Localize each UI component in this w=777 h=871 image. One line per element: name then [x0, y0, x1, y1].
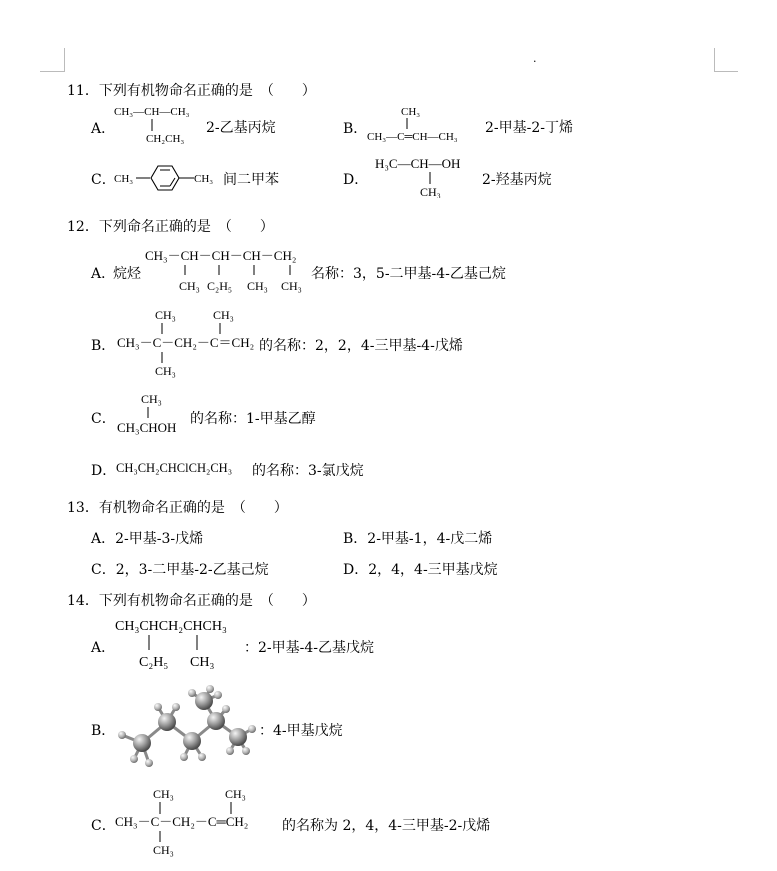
q11-a-structure [110, 100, 205, 146]
q11-d-label[interactable]: D． [343, 172, 369, 188]
crop-mark-top-right-v [714, 48, 715, 72]
q11-stem: 11．下列有机物命名正确的是 （ ） [67, 83, 316, 99]
q12-b-top2: CH₃ [213, 308, 234, 322]
q13-option-b[interactable]: B．2-甲基-1，4-戊二烯 [343, 531, 493, 547]
q12-a-label[interactable]: A． [91, 266, 116, 282]
q11-c-structure [114, 162, 220, 194]
q14-a-sub2: CH₃ [190, 655, 215, 670]
q12-c-main: CH₃CHOH [117, 420, 177, 435]
q12-b-top1: CH₃ [155, 308, 176, 322]
q12-b-bottom: CH₃ [155, 364, 176, 378]
q12-d-formula: CH₃CH₂CHClCH₂CH₃ [116, 461, 233, 475]
ball-stick-model-image [112, 685, 260, 771]
q11-a-name: 2-乙基丙烷 [206, 120, 276, 136]
q12-a-sub-4: CH₃ [281, 279, 302, 293]
q12-b-structure [115, 305, 265, 381]
q14-c-structure [113, 784, 283, 860]
q12-a-main: CH₃－CH－CH－CH－CH₂ [145, 248, 297, 263]
q11-c-left: CH₃ [114, 173, 134, 185]
q11-b-name: 2-甲基-2-丁烯 [485, 120, 574, 136]
q12-c-label[interactable]: C． [91, 411, 116, 427]
q11-d-structure [373, 150, 483, 198]
q14-c-label[interactable]: C． [91, 818, 116, 834]
q12-d-name: 的名称：3-氯戊烷 [252, 463, 364, 479]
q12-b-name: 的名称：2，2，4-三甲基-4-戊烯 [259, 338, 463, 354]
crop-mark-top-right-h [714, 71, 738, 72]
q11-c-right: CH₃ [194, 173, 214, 185]
page-mark: . [533, 52, 537, 65]
q11-a-main: CH₃—CH—CH₃ [114, 106, 190, 118]
q11-b-top: CH₃ [401, 106, 421, 118]
q12-stem: 12．下列命名正确的是 （ ） [67, 219, 274, 235]
q11-b-main: CH₃—C═CH—CH₃ [367, 131, 458, 143]
crop-mark-top-left-h [40, 71, 64, 72]
q12-c-name: 的名称：1-甲基乙醇 [190, 411, 316, 427]
q12-c-structure [115, 388, 189, 438]
q11-b-structure [365, 102, 485, 146]
q11-d-main: H₃C—CH—OH [375, 156, 461, 171]
q11-a-sub: CH₂CH₃ [146, 133, 185, 145]
q12-b-label[interactable]: B． [91, 338, 116, 354]
q14-a-main: CH₃CHCH₂CHCH₃ [115, 619, 227, 634]
q14-c-top1: CH₃ [153, 787, 174, 801]
q11-c-name: 间二甲苯 [223, 172, 279, 188]
q13-stem: 13．有机物命名正确的是 （ ） [67, 500, 288, 516]
q12-a-sub-2: C₂H₅ [207, 279, 233, 293]
q12-b-main: CH₃－C－CH₂－C＝CH₂ [117, 335, 255, 350]
q13-option-d[interactable]: D．2，4，4-三甲基戊烷 [343, 562, 498, 578]
q14-a-structure [113, 612, 253, 672]
q13-option-a[interactable]: A．2-甲基-3-戊烯 [91, 531, 204, 547]
q12-a-sub-3: CH₃ [247, 279, 268, 293]
q11-c-label[interactable]: C． [91, 172, 116, 188]
q12-a-name: 名称：3，5-二甲基-4-乙基己烷 [311, 266, 506, 282]
crop-mark-top-left-v [64, 48, 65, 72]
q14-b-name: ：4-甲基戊烷 [259, 723, 343, 739]
q11-d-name: 2-羟基丙烷 [482, 172, 552, 188]
q14-a-label[interactable]: A． [91, 640, 116, 656]
q14-b-label[interactable]: B． [91, 723, 116, 739]
q14-a-name: ：2-甲基-4-乙基戊烷 [244, 640, 375, 656]
q14-c-name: 的名称为 2，4，4-三甲基-2-戊烯 [282, 818, 491, 834]
q12-a-sub-1: CH₃ [179, 279, 200, 293]
q14-c-bottom: CH₃ [153, 843, 174, 857]
q14-a-sub1: C₂H₅ [139, 655, 169, 670]
q11-b-label[interactable]: B． [343, 121, 368, 137]
q12-a-structure [143, 244, 311, 296]
q11-a-label[interactable]: A． [91, 121, 116, 137]
q14-c-main: CH₃－C－CH₂－C═CH₂ [115, 814, 249, 829]
q14-stem: 14．下列有机物命名正确的是 （ ） [67, 593, 316, 609]
q14-c-top2: CH₃ [225, 787, 246, 801]
q11-d-sub: CH₃ [420, 185, 441, 198]
q12-c-top: CH₃ [141, 392, 162, 406]
q12-a-prefix: 烷烃 [113, 266, 141, 282]
q13-option-c[interactable]: C．2，3-二甲基-2-乙基己烷 [91, 562, 269, 578]
q12-d-label[interactable]: D． [91, 463, 117, 479]
